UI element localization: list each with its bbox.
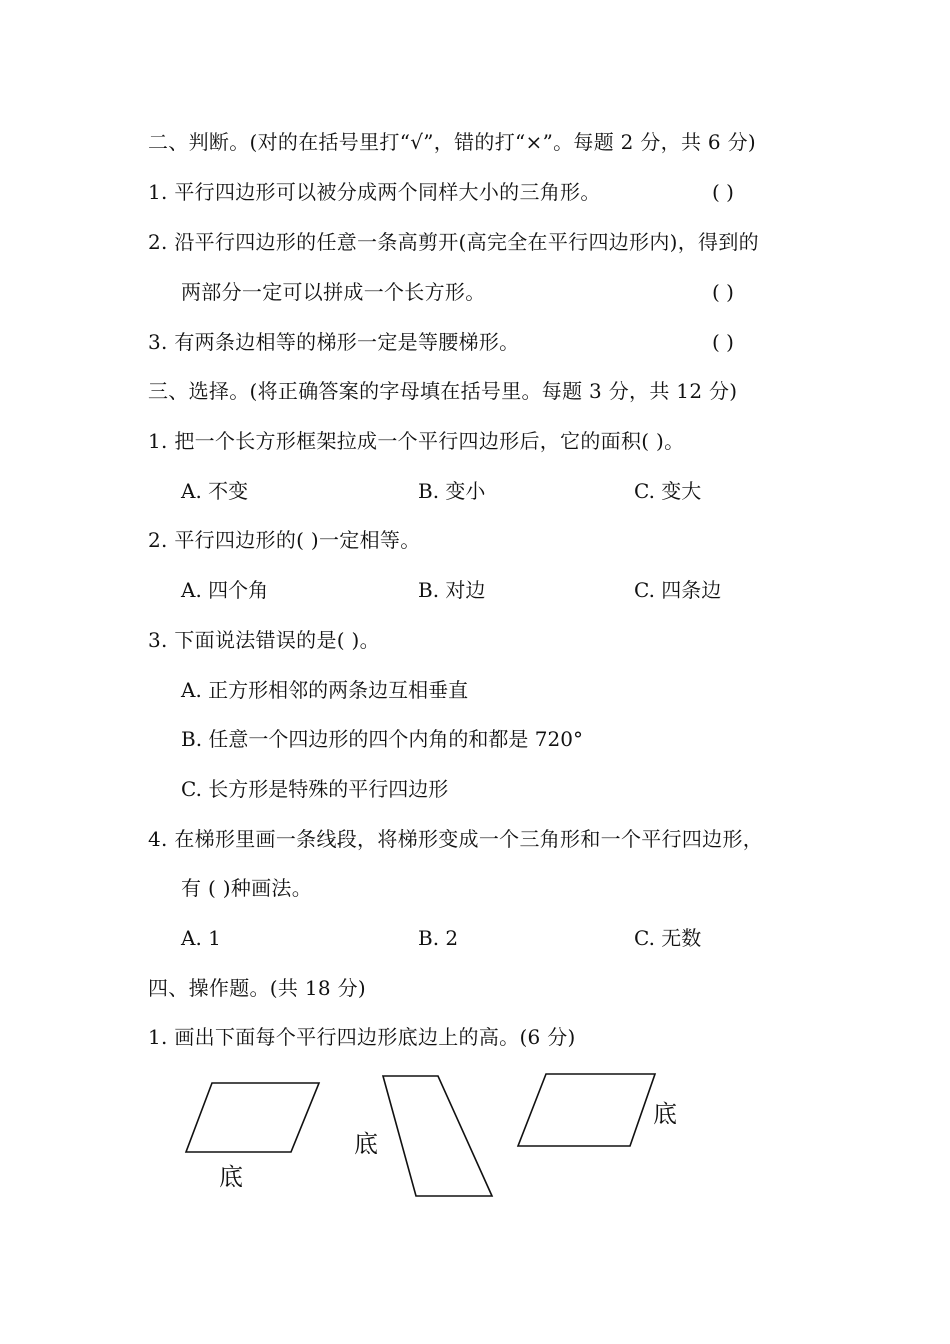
choice-question-1: 1. 把一个长方形框架拉成一个平行四边形后，它的面积( )。 [148, 429, 685, 453]
choice-question-3: 3. 下面说法错误的是( )。 [148, 628, 380, 652]
judge-question-2-line-1: 2. 沿平行四边形的任意一条高剪开(高完全在平行四边形内)，得到的 [148, 230, 759, 254]
choice-1-option-a[interactable]: A. 不变 [181, 479, 249, 503]
choice-question-4-line-2: 有 ( )种画法。 [181, 876, 313, 900]
choice-4-option-b[interactable]: B. 2 [418, 926, 459, 950]
choice-2-option-a[interactable]: A. 四个角 [181, 578, 269, 602]
choice-question-2: 2. 平行四边形的( )一定相等。 [148, 528, 421, 552]
operation-question-1: 1. 画出下面每个平行四边形底边上的高。(6 分) [148, 1025, 576, 1049]
choice-2-option-b[interactable]: B. 对边 [418, 578, 486, 602]
judge-question-2-line-2: 两部分一定可以拼成一个长方形。 [181, 280, 486, 304]
section-3-heading: 三、选择。(将正确答案的字母填在括号里。每题 3 分，共 12 分) [148, 379, 738, 403]
choice-1-option-c[interactable]: C. 变大 [634, 479, 702, 503]
answer-blank-judge-3[interactable]: ( ) [712, 330, 734, 354]
judge-question-1: 1. 平行四边形可以被分成两个同样大小的三角形。 [148, 180, 601, 204]
choice-3-option-c[interactable]: C. 长方形是特殊的平行四边形 [181, 777, 449, 801]
answer-blank-judge-1[interactable]: ( ) [712, 180, 734, 204]
choice-question-4-line-1: 4. 在梯形里画一条线段，将梯形变成一个三角形和一个平行四边形， [148, 827, 764, 851]
choice-4-option-a[interactable]: A. 1 [181, 926, 221, 950]
answer-blank-judge-2[interactable]: ( ) [712, 280, 734, 304]
parallelogram-3 [518, 1074, 655, 1146]
parallelogram-2 [383, 1076, 492, 1196]
choice-3-option-a[interactable]: A. 正方形相邻的两条边互相垂直 [181, 678, 469, 702]
judge-question-3: 3. 有两条边相等的梯形一定是等腰梯形。 [148, 330, 520, 354]
section-4-heading: 四、操作题。(共 18 分) [148, 976, 366, 1000]
choice-3-option-b[interactable]: B. 任意一个四边形的四个内角的和都是 720° [181, 727, 583, 751]
choice-1-option-b[interactable]: B. 变小 [418, 479, 486, 503]
choice-2-option-c[interactable]: C. 四条边 [634, 578, 722, 602]
section-2-heading: 二、判断。(对的在括号里打“√”，错的打“×”。每题 2 分，共 6 分) [148, 130, 756, 154]
parallelogram-1 [186, 1083, 319, 1152]
base-label-3: 底 [653, 1100, 677, 1128]
choice-4-option-c[interactable]: C. 无数 [634, 926, 702, 950]
base-label-2: 底 [354, 1130, 378, 1158]
base-label-1: 底 [219, 1163, 243, 1191]
